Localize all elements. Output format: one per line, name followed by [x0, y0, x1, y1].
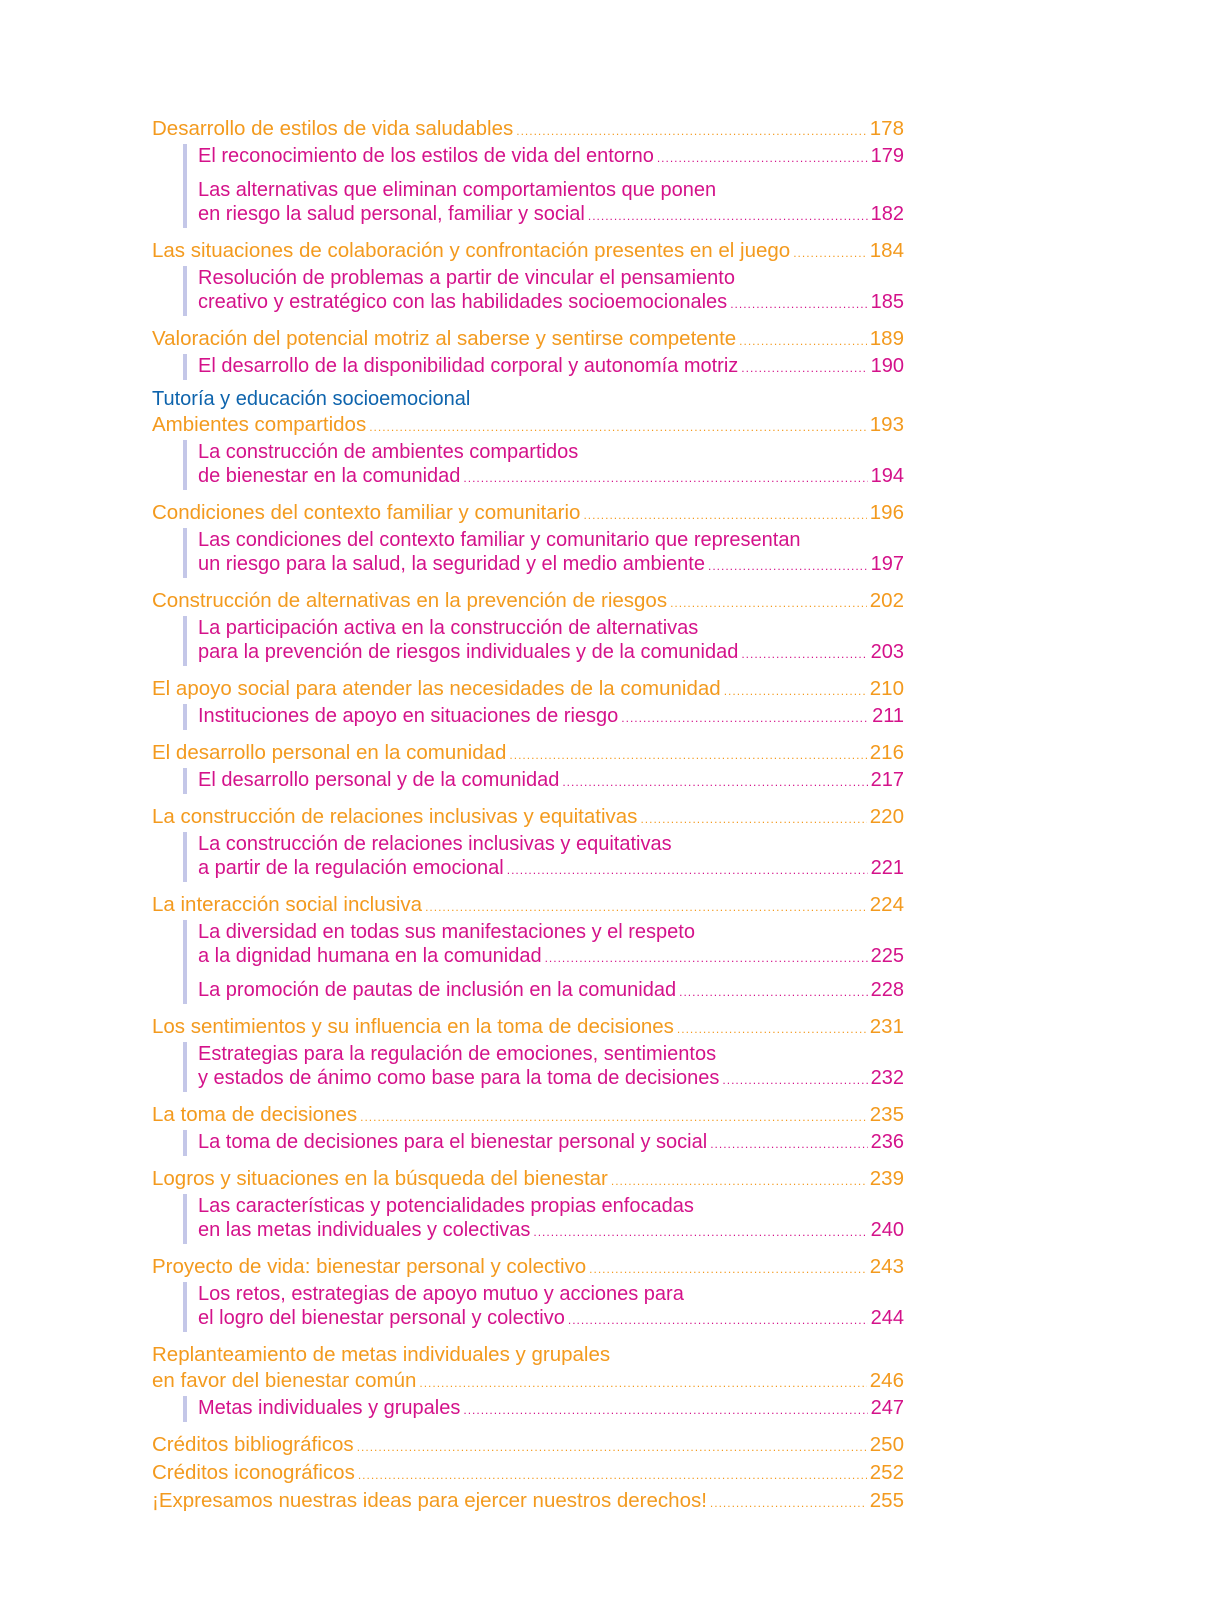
dot-leader	[679, 980, 868, 1004]
toc-subtitle-line2: creativo y estratégico con las habilidades socioemocionales	[198, 291, 728, 313]
toc-page-number: 182	[870, 203, 904, 225]
toc-subtitle-line1[interactable]: La construcción de ambientes compartidos	[198, 441, 579, 463]
toc-entry	[152, 740, 904, 794]
toc-main-line[interactable]	[152, 326, 904, 354]
toc-entry	[152, 892, 904, 1004]
dot-leader	[516, 118, 867, 144]
toc-page-number: 247	[870, 1397, 904, 1419]
toc-sub-line[interactable]	[198, 1396, 904, 1422]
toc-subtitle: Metas individuales y grupales	[198, 1397, 461, 1419]
dot-leader	[545, 946, 868, 970]
dot-leader	[657, 146, 868, 170]
dot-leader	[583, 502, 866, 528]
toc-sub-line[interactable]	[198, 552, 904, 578]
toc-title: Ambientes compartidos	[152, 413, 367, 436]
toc-sub-line[interactable]	[198, 290, 904, 316]
toc-page-number: 217	[870, 769, 904, 791]
toc-page-number: 239	[869, 1167, 904, 1190]
toc-sub-line[interactable]	[198, 768, 904, 794]
toc-subtitle-line1[interactable]: Los retos, estrategias de apoyo mutuo y acciones para	[198, 1283, 684, 1305]
toc-entry	[152, 804, 904, 882]
toc-subtitle-line2: un riesgo para la salud, la seguridad y el medio ambiente	[198, 553, 705, 575]
toc-sub-line[interactable]	[198, 944, 904, 970]
toc-page-number: 246	[869, 1369, 904, 1392]
toc-page-number: 196	[869, 501, 904, 524]
toc-entry	[152, 676, 904, 730]
toc-page-number: 240	[870, 1219, 904, 1241]
dot-leader	[568, 1308, 868, 1332]
toc-subentry	[198, 1194, 904, 1244]
toc-sub-line[interactable]	[198, 464, 904, 490]
toc-sub-line[interactable]	[198, 978, 904, 1004]
toc-main-line[interactable]	[152, 676, 904, 704]
dot-leader	[677, 1016, 867, 1042]
toc-page-number: 189	[869, 327, 904, 350]
toc-subentries	[183, 1396, 904, 1422]
toc-entry	[152, 326, 904, 380]
toc-subentry	[198, 978, 904, 1004]
toc-page-number: 252	[869, 1461, 904, 1484]
toc-subentries	[183, 354, 904, 380]
toc-main-line[interactable]	[152, 412, 904, 440]
toc-subentries	[183, 1194, 904, 1244]
toc-main-line[interactable]	[152, 1432, 904, 1460]
toc-page-number: 243	[869, 1255, 904, 1278]
toc-sub-line[interactable]	[198, 856, 904, 882]
toc-subtitle: La toma de decisiones para el bienestar personal y social	[198, 1131, 708, 1153]
toc-subentries	[183, 616, 904, 666]
toc-subtitle-line2: de bienestar en la comunidad	[198, 465, 461, 487]
toc-subentries	[183, 528, 904, 578]
toc-page-number: 255	[869, 1489, 904, 1512]
toc-page-number: 232	[870, 1067, 904, 1089]
dot-leader	[419, 1370, 866, 1396]
toc-page-number: 235	[869, 1103, 904, 1126]
toc-subentries	[183, 832, 904, 882]
toc-title: Los sentimientos y su influencia en la toma de decisiones	[152, 1015, 674, 1038]
toc-entry	[152, 1014, 904, 1092]
dot-leader	[793, 240, 867, 266]
toc-subentries	[183, 768, 904, 794]
toc-title: ¡Expresamos nuestras ideas para ejercer nuestros derechos!	[152, 1489, 707, 1512]
toc-subentry	[198, 832, 904, 882]
toc-title: Proyecto de vida: bienestar personal y colectivo	[152, 1255, 587, 1278]
toc-main-line[interactable]	[152, 892, 904, 920]
toc-main-line[interactable]	[152, 1166, 904, 1194]
dot-leader	[670, 590, 867, 616]
dot-leader	[425, 894, 867, 920]
toc-subentry	[198, 266, 904, 316]
toc-subtitle: La promoción de pautas de inclusión en la comunidad	[198, 979, 677, 1001]
toc-subtitle-line1[interactable]: Estrategias para la regulación de emociones, sentimientos	[198, 1043, 717, 1065]
dot-leader	[621, 706, 869, 730]
dot-leader	[730, 292, 867, 316]
toc-subentry	[198, 528, 904, 578]
toc-sub-line[interactable]	[198, 202, 904, 228]
toc-sub-line[interactable]	[198, 640, 904, 666]
toc-entry	[152, 1166, 904, 1244]
toc-title: Las situaciones de colaboración y confrontación presentes en el juego	[152, 239, 791, 262]
toc-page-number: 197	[870, 553, 904, 575]
toc-subentries	[183, 1130, 904, 1156]
toc-subentry	[198, 768, 904, 794]
toc-entry	[152, 412, 904, 490]
dot-leader	[360, 1104, 867, 1130]
toc-main-line[interactable]	[152, 1488, 904, 1516]
dot-leader	[722, 1068, 867, 1092]
toc-page-number: 224	[869, 893, 904, 916]
toc-entry	[152, 116, 904, 228]
dot-leader	[710, 1490, 867, 1516]
section-heading: Tutoría y educación socioemocional	[152, 388, 471, 410]
toc-subentries	[183, 704, 904, 730]
toc-subentries	[183, 920, 904, 1004]
dot-leader	[710, 1132, 867, 1156]
toc-main-line[interactable]	[152, 238, 904, 266]
toc-main-line[interactable]	[152, 1368, 904, 1396]
toc-main-line[interactable]	[152, 588, 904, 616]
dot-leader	[739, 328, 867, 354]
toc-end-matter	[152, 1432, 904, 1516]
toc-subentry	[198, 1396, 904, 1422]
toc-title: La interacción social inclusiva	[152, 893, 423, 916]
toc-subentry	[198, 440, 904, 490]
toc-subentries	[183, 1042, 904, 1092]
dot-leader	[533, 1220, 867, 1244]
toc-subentry	[198, 354, 904, 380]
toc-main-line[interactable]	[152, 804, 904, 832]
toc-title: Condiciones del contexto familiar y comunitario	[152, 501, 581, 524]
toc-page-number: 202	[869, 589, 904, 612]
toc-page-number: 194	[870, 465, 904, 487]
toc-entry	[152, 238, 904, 316]
toc-subtitle-line2: para la prevención de riesgos individuales y de la comunidad	[198, 641, 739, 663]
toc-subentries	[183, 440, 904, 490]
dot-leader	[463, 1398, 867, 1422]
toc-entry	[152, 1254, 904, 1332]
toc-title-line2: en favor del bienestar común	[152, 1369, 417, 1392]
toc-subtitle: El reconocimiento de los estilos de vida del entorno	[198, 145, 654, 167]
toc-sub-line[interactable]	[198, 354, 904, 380]
toc-title: Logros y situaciones en la búsqueda del bienestar	[152, 1167, 608, 1190]
toc-main-line[interactable]	[152, 740, 904, 768]
toc-subentry	[198, 144, 904, 170]
toc-page-number: 221	[870, 857, 904, 879]
toc-subentry	[198, 704, 904, 730]
toc-entry	[152, 1102, 904, 1156]
dot-leader	[611, 1168, 867, 1194]
toc-page-number: 185	[870, 291, 904, 313]
toc-subtitle-line2: en las metas individuales y colectivas	[198, 1219, 531, 1241]
toc-subentries	[183, 144, 904, 228]
toc-subtitle-line1[interactable]: Resolución de problemas a partir de vincular el pensamiento	[198, 267, 735, 289]
table-of-contents	[152, 116, 904, 1516]
toc-title: La toma de decisiones	[152, 1103, 358, 1126]
toc-title: Valoración del potencial motriz al saberse y sentirse competente	[152, 327, 737, 350]
toc-subtitle-line2: a partir de la regulación emocional	[198, 857, 504, 879]
toc-page-number: 244	[870, 1307, 904, 1329]
toc-subtitle-line2: y estados de ánimo como base para la toma de decisiones	[198, 1067, 720, 1089]
toc-title: Construcción de alternativas en la prevención de riesgos	[152, 589, 668, 612]
toc-subtitle-line1[interactable]: La diversidad en todas sus manifestaciones y el respeto	[198, 921, 695, 943]
toc-subtitle-line2: a la dignidad humana en la comunidad	[198, 945, 542, 967]
toc-main-line[interactable]	[152, 1014, 904, 1042]
dot-leader	[741, 356, 867, 380]
dot-leader	[358, 1462, 867, 1488]
toc-title: La construcción de relaciones inclusivas y equitativas	[152, 805, 638, 828]
dot-leader	[369, 414, 867, 440]
toc-page-number: 220	[869, 805, 904, 828]
toc-subentry	[198, 616, 904, 666]
toc-main-line[interactable]	[152, 116, 904, 144]
toc-page-number: 250	[869, 1433, 904, 1456]
toc-page-number: 236	[870, 1131, 904, 1153]
toc-subtitle-line2: el logro del bienestar personal y colectivo	[198, 1307, 565, 1329]
toc-sub-line[interactable]	[198, 704, 904, 730]
toc-subentry	[198, 920, 904, 970]
toc-title: El apoyo social para atender las necesidades de la comunidad	[152, 677, 721, 700]
dot-leader	[708, 554, 868, 578]
toc-subentries	[183, 1282, 904, 1332]
toc-entry	[152, 500, 904, 578]
toc-subtitle-line2: en riesgo la salud personal, familiar y social	[198, 203, 585, 225]
toc-subtitle-line1[interactable]: La construcción de relaciones inclusivas y equitativas	[198, 833, 672, 855]
dot-leader	[588, 204, 868, 228]
toc-subtitle: El desarrollo de la disponibilidad corporal y autonomía motriz	[198, 355, 739, 377]
dot-leader	[724, 678, 867, 704]
toc-main-line[interactable]	[152, 1254, 904, 1282]
toc-subentry	[198, 1282, 904, 1332]
toc-title: Desarrollo de estilos de vida saludables	[152, 117, 514, 140]
toc-main-line[interactable]	[152, 1460, 904, 1488]
dot-leader	[463, 466, 867, 490]
toc-page-number: 210	[869, 677, 904, 700]
dot-leader	[589, 1256, 867, 1282]
toc-page-number: 203	[870, 641, 904, 663]
toc-sub-line[interactable]	[198, 1066, 904, 1092]
toc-main-line[interactable]	[152, 1102, 904, 1130]
toc-sub-line[interactable]	[198, 144, 904, 170]
toc-subentry	[198, 178, 904, 228]
toc-title: Créditos bibliográficos	[152, 1433, 354, 1456]
dot-leader	[509, 742, 866, 768]
dot-leader	[741, 642, 867, 666]
toc-title: El desarrollo personal en la comunidad	[152, 741, 507, 764]
toc-title-line1[interactable]: Replanteamiento de metas individuales y grupales	[152, 1343, 611, 1366]
toc-page-number: 193	[869, 413, 904, 436]
toc-page-number: 190	[870, 355, 904, 377]
toc-page-number: 179	[870, 145, 904, 167]
toc-entry	[152, 1342, 904, 1422]
toc-page-number: 228	[870, 979, 904, 1001]
toc-title: Créditos iconográficos	[152, 1461, 355, 1484]
toc-page-number: 184	[869, 239, 904, 262]
dot-leader	[562, 770, 867, 794]
toc-subtitle: Instituciones de apoyo en situaciones de riesgo	[198, 705, 619, 727]
toc-subtitle-line1[interactable]: Las alternativas que eliminan comportamientos que ponen	[198, 179, 717, 201]
toc-sub-line[interactable]	[198, 1130, 904, 1156]
toc-subentry	[198, 1042, 904, 1092]
toc-page-number: 216	[869, 741, 904, 764]
toc-subentry	[198, 1130, 904, 1156]
toc-subtitle-line1[interactable]: Las condiciones del contexto familiar y comunitario que representan	[198, 529, 801, 551]
toc-page-number: 231	[869, 1015, 904, 1038]
toc-sub-line[interactable]	[198, 1306, 904, 1332]
toc-subtitle-line1[interactable]: Las características y potencialidades propias enfocadas	[198, 1195, 694, 1217]
toc-subtitle: El desarrollo personal y de la comunidad	[198, 769, 560, 791]
toc-sub-line[interactable]	[198, 1218, 904, 1244]
toc-subentries	[183, 266, 904, 316]
dot-leader	[640, 806, 866, 832]
toc-entry	[152, 588, 904, 666]
toc-subtitle-line1[interactable]: La participación activa en la construcción de alternativas	[198, 617, 699, 639]
toc-page-number: 178	[869, 117, 904, 140]
dot-leader	[357, 1434, 867, 1460]
toc-page-number: 211	[872, 705, 904, 727]
toc-main-line[interactable]	[152, 500, 904, 528]
toc-page-number: 225	[870, 945, 904, 967]
dot-leader	[507, 858, 868, 882]
